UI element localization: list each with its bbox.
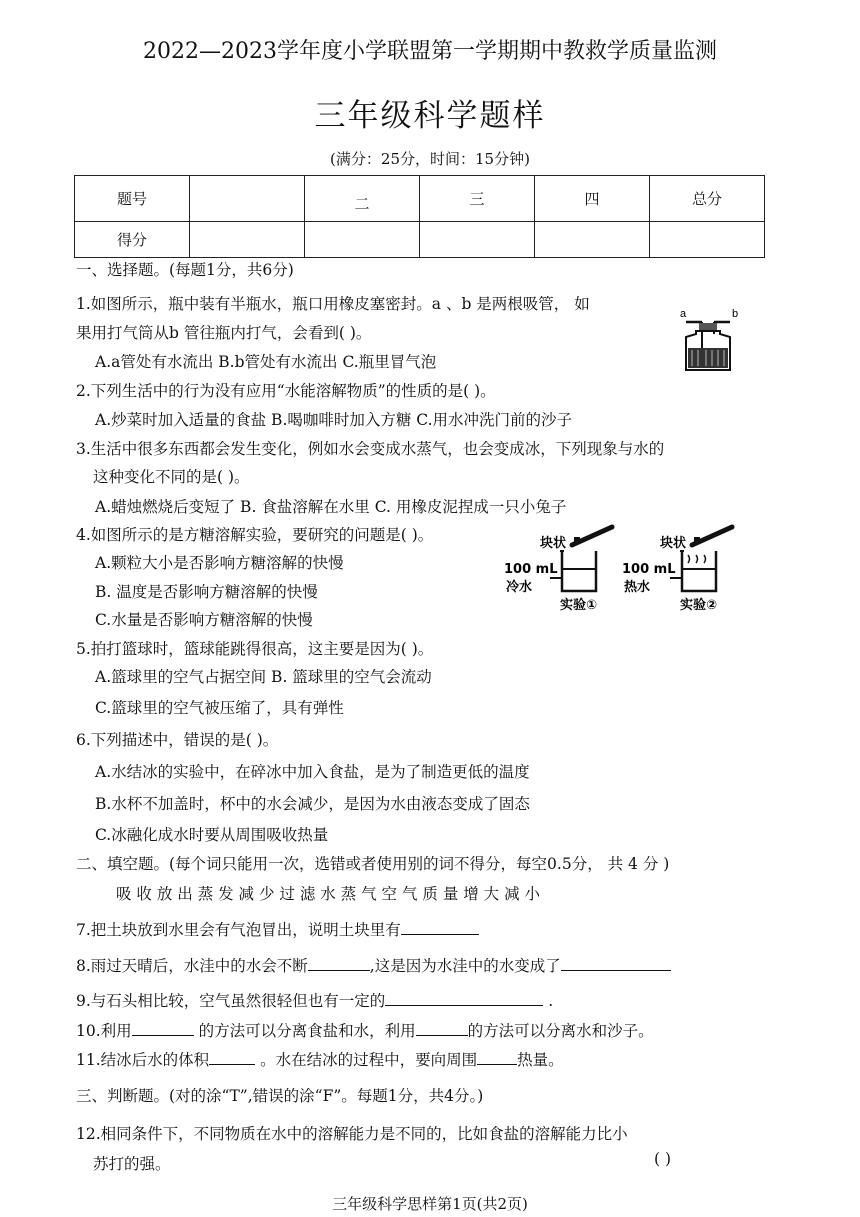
q11: [76, 1048, 564, 1070]
sugar-cube-icon: [694, 537, 700, 543]
q7-text: 7.把土块放到水里会有气泡冒出，说明土块里有: [76, 921, 401, 939]
q8-blank-1[interactable]: [308, 956, 370, 971]
bottle-figure: [676, 304, 742, 372]
q5-options-ab: A.篮球里的空气占据空间 B. 篮球里的空气会流动: [95, 668, 432, 686]
q8: [76, 954, 671, 976]
q10-blank-1[interactable]: [132, 1021, 194, 1036]
table-cell[interactable]: [650, 222, 765, 258]
volume-label-2: 100 mL: [622, 562, 676, 577]
q6-option-b: B.水杯不加盖时，杯中的水会减少，是因为水由液态变成了固态: [95, 795, 530, 813]
q12-line1: 12.相同条件下，不同物质在水中的溶解能力是不同的，比如食盐的溶解能力比小: [76, 1125, 628, 1143]
tube-b-label: b: [732, 308, 739, 320]
q3-options: A.蜡烛燃烧后变短了 B. 食盐溶解在水里 C. 用橡皮泥捏成一只小兔子: [95, 498, 567, 516]
q6-line1: 6.下列描述中，错误的是( )。: [76, 731, 279, 749]
q3-line2: 这种变化不同的是( )。: [93, 468, 250, 486]
exam-title: 2022—2023学年度小学联盟第一学期期中教救学质量监测: [143, 39, 717, 64]
tube-a-label: a: [680, 308, 687, 320]
q9-text-a: 9.与石头相比较，空气虽然很轻但也有一定的: [76, 992, 386, 1010]
score-table: [74, 175, 765, 258]
q4-option-a: A.颗粒大小是否影响方糖溶解的快慢: [95, 554, 344, 572]
table-cell: 得分: [75, 222, 190, 258]
q7: [76, 918, 479, 940]
q8-text-a: 8.雨过天晴后，水洼中的水会不断: [76, 957, 308, 975]
q4-option-c: C.水量是否影响方糖溶解的快慢: [95, 611, 313, 629]
score-table-header-row: [75, 176, 765, 222]
q5-line1: 5.拍打篮球时，篮球能跳得很高，这主要是因为( )。: [76, 640, 434, 658]
experiment-label-2: 实验②: [680, 598, 718, 613]
q10-text-a: 10.利用: [76, 1022, 132, 1040]
q6-option-a: A.水结冰的实验中，在碎冰中加入食盐，是为了制造更低的温度: [95, 763, 530, 781]
exam-meta: (满分：25分，时间：15分钟): [330, 150, 530, 168]
q8-text-b: ,这是因为水洼中的水变成了: [369, 957, 561, 975]
section3-heading: 三、判断题。(对的涂“T”,错误的涂“F”。每题1分，共4分。): [76, 1087, 484, 1105]
q11-blank-2[interactable]: [477, 1050, 517, 1065]
section2-heading: 二、填空题。(每个词只能用一次，选错或者使用别的词不得分，每空0.5分， 共 4 分 ): [76, 855, 670, 873]
section1-heading: 一、选择题。(每题1分，共6分): [76, 261, 294, 279]
sugar-experiment-figure: [500, 515, 760, 615]
q8-blank-2[interactable]: [561, 956, 671, 971]
q11-text-b: 。水在结冰的过程中，要向周围: [255, 1051, 478, 1069]
table-cell[interactable]: [535, 222, 650, 258]
experiment-label-1: 实验①: [560, 598, 598, 613]
q11-text-c: 热量。: [517, 1051, 564, 1069]
table-cell: 三: [420, 176, 535, 222]
q9-blank[interactable]: [385, 991, 543, 1006]
q10: [76, 1019, 654, 1041]
beaker-icon: [562, 551, 596, 591]
q6-option-c: C.冰融化成水时要从周围吸收热量: [95, 826, 329, 844]
word-bank: 吸 收 放 出 蒸 发 减 少 过 滤 水 蒸 气 空 气 质 量 增 大 减 小: [116, 885, 541, 903]
page-footer: 三年级科学思样第1页(共2页): [332, 1195, 528, 1213]
q5-option-c: C.篮球里的空气被压缩了，具有弹性: [95, 699, 344, 717]
q4-option-b: B. 温度是否影响方糖溶解的快慢: [95, 583, 318, 601]
score-table-score-row: [75, 222, 765, 258]
table-cell: 题号: [75, 176, 190, 222]
q9-text-b: .: [543, 992, 554, 1010]
q11-text-a: 11.结冰后水的体积: [76, 1051, 210, 1069]
q10-blank-2[interactable]: [416, 1021, 468, 1036]
q10-text-c: 的方法可以分离水和沙子。: [467, 1022, 654, 1040]
beaker-icon: [682, 551, 716, 591]
block-label-1: 块状: [540, 536, 567, 551]
q10-text-b: 的方法可以分离食盐和水，利用: [193, 1022, 416, 1040]
table-cell: [190, 176, 305, 222]
q12-answer-paren[interactable]: ( ): [654, 1150, 672, 1168]
q7-blank[interactable]: [401, 920, 479, 935]
q4-line1: 4.如图所示的是方糖溶解实验，要研究的问题是( )。: [76, 526, 434, 544]
q12-line2: 苏打的强。: [93, 1155, 171, 1173]
block-label-2: 块状: [660, 536, 687, 551]
q9: [76, 989, 553, 1011]
table-cell[interactable]: [190, 222, 305, 258]
sugar-cube-icon: [574, 537, 580, 543]
table-cell: 二: [305, 176, 420, 222]
q1-options: A.a管处有水流出 B.b管处有水流出 C.瓶里冒气泡: [95, 353, 437, 371]
water-label-1: 冷水: [506, 580, 533, 595]
table-cell: 四: [535, 176, 650, 222]
q1-line1: 1.如图所示，瓶中装有半瓶水，瓶口用橡皮塞密封。a 、b 是两根吸管， 如: [76, 295, 590, 313]
q1-line2: 果用打气筒从b 管往瓶内打气，会看到( )。: [76, 324, 372, 342]
q11-blank-1[interactable]: [209, 1050, 255, 1065]
table-cell[interactable]: [420, 222, 535, 258]
volume-label-1: 100 mL: [504, 562, 558, 577]
q2-line1: 2.下列生活中的行为没有应用“水能溶解物质”的性质的是( )。: [76, 382, 496, 400]
q2-options: A.炒菜时加入适量的食盐 B.喝咖啡时加入方糖 C.用水冲洗门前的沙子: [95, 411, 573, 429]
q3-line1: 3.生活中很多东西都会发生变化，例如水会变成水蒸气，也会变成冰，下列现象与水的: [76, 440, 665, 458]
table-cell[interactable]: [305, 222, 420, 258]
table-cell: 总分: [650, 176, 765, 222]
water-label-2: 热水: [624, 580, 651, 595]
exam-subtitle: 三年级科学题样: [314, 98, 546, 134]
